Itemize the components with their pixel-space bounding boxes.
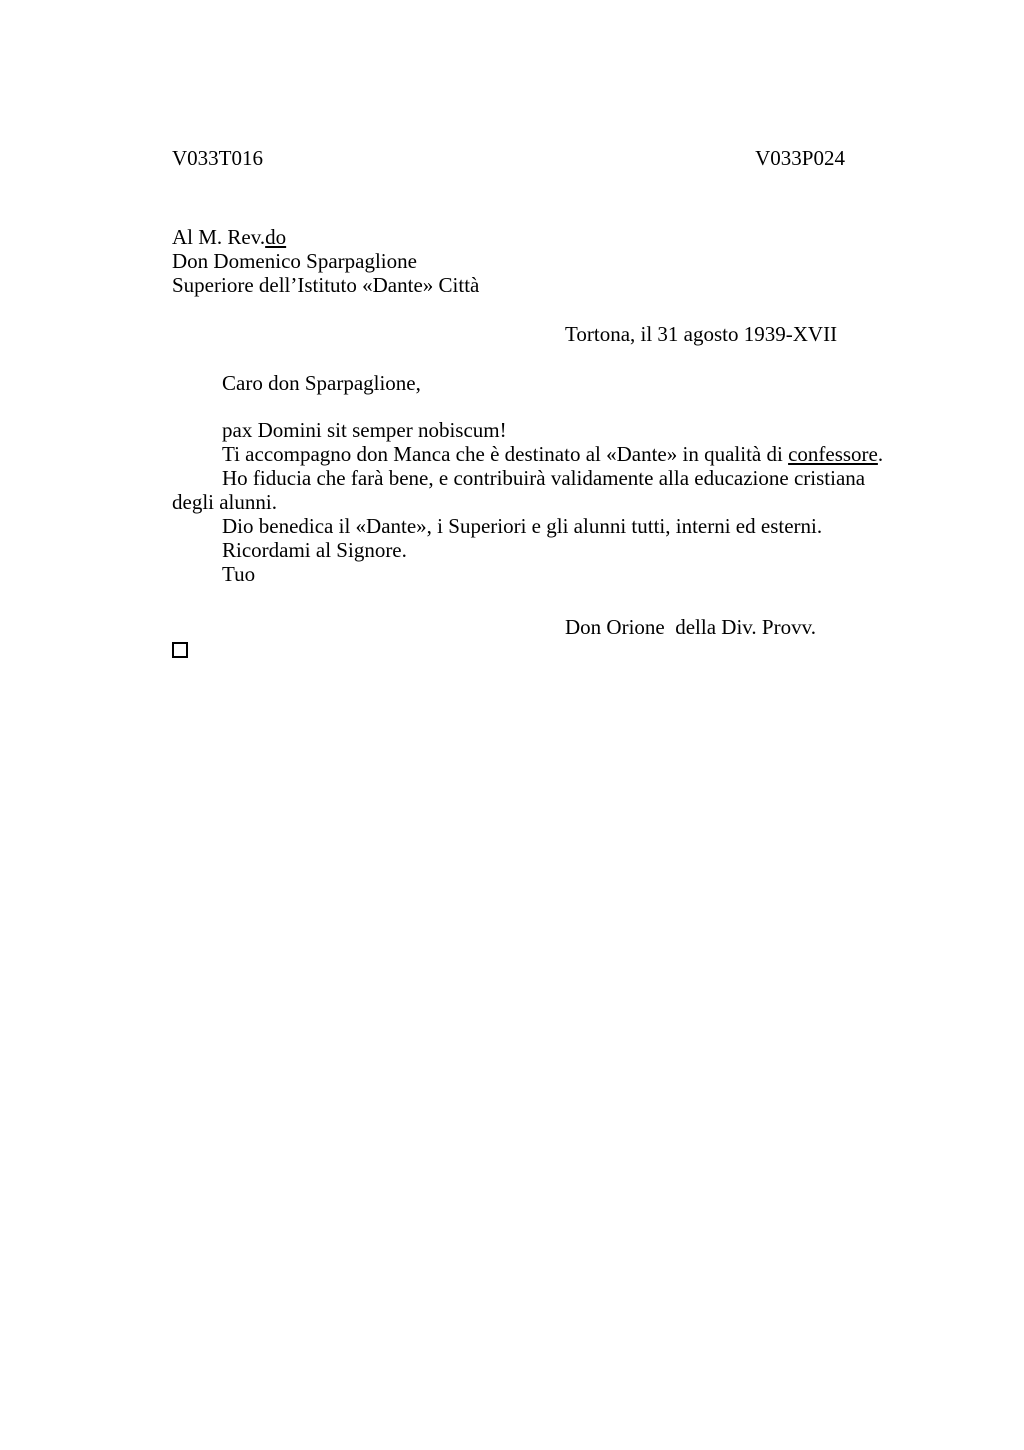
body-paragraph-5: Ricordami al Signore. [222, 538, 407, 562]
empty-square-icon [172, 642, 188, 658]
paragraph-2-underlined-word: confessore [788, 442, 878, 466]
paragraph-2-text: Ti accompagno don Manca che è destinato al «Dante» in qualità di [222, 442, 789, 466]
body-paragraph-2 [172, 442, 884, 466]
recipient-title-superscript: do [265, 225, 287, 249]
recipient-line-1 [172, 225, 845, 249]
signature-line: Don Orione della Div. Provv. [565, 615, 816, 639]
body-paragraph-3 [172, 466, 866, 514]
recipient-name: Don Domenico Sparpaglione [172, 249, 417, 273]
reference-code-left: V033T016 [172, 146, 263, 170]
dateline: Tortona, il 31 agosto 1939-XVII [565, 322, 838, 346]
recipient-title-prefix: Al M. Rev. [172, 225, 266, 249]
paragraph-3-line-1: Ho fiducia che farà bene, e contribuirà validamente alla educazione cristiana [222, 466, 866, 490]
paragraph-2-period: . [877, 442, 884, 466]
recipient-role: Superiore dell’Istituto «Dante» Città [172, 273, 480, 297]
salutation: Caro don Sparpaglione, [222, 371, 421, 395]
paragraph-3-line-2: degli alunni. [172, 490, 277, 514]
empty-square-row [172, 639, 845, 664]
reference-code-right: V033P024 [755, 146, 845, 170]
body-paragraph-1: pax Domini sit semper nobiscum! [222, 418, 507, 442]
recipient-block [172, 225, 845, 297]
reference-codes-row [172, 146, 845, 170]
body-paragraph-4: Dio benedica il «Dante», i Superiori e gli alunni tutti, interni ed esterni. [222, 514, 823, 538]
body-paragraph-6-closing: Tuo [222, 562, 256, 586]
